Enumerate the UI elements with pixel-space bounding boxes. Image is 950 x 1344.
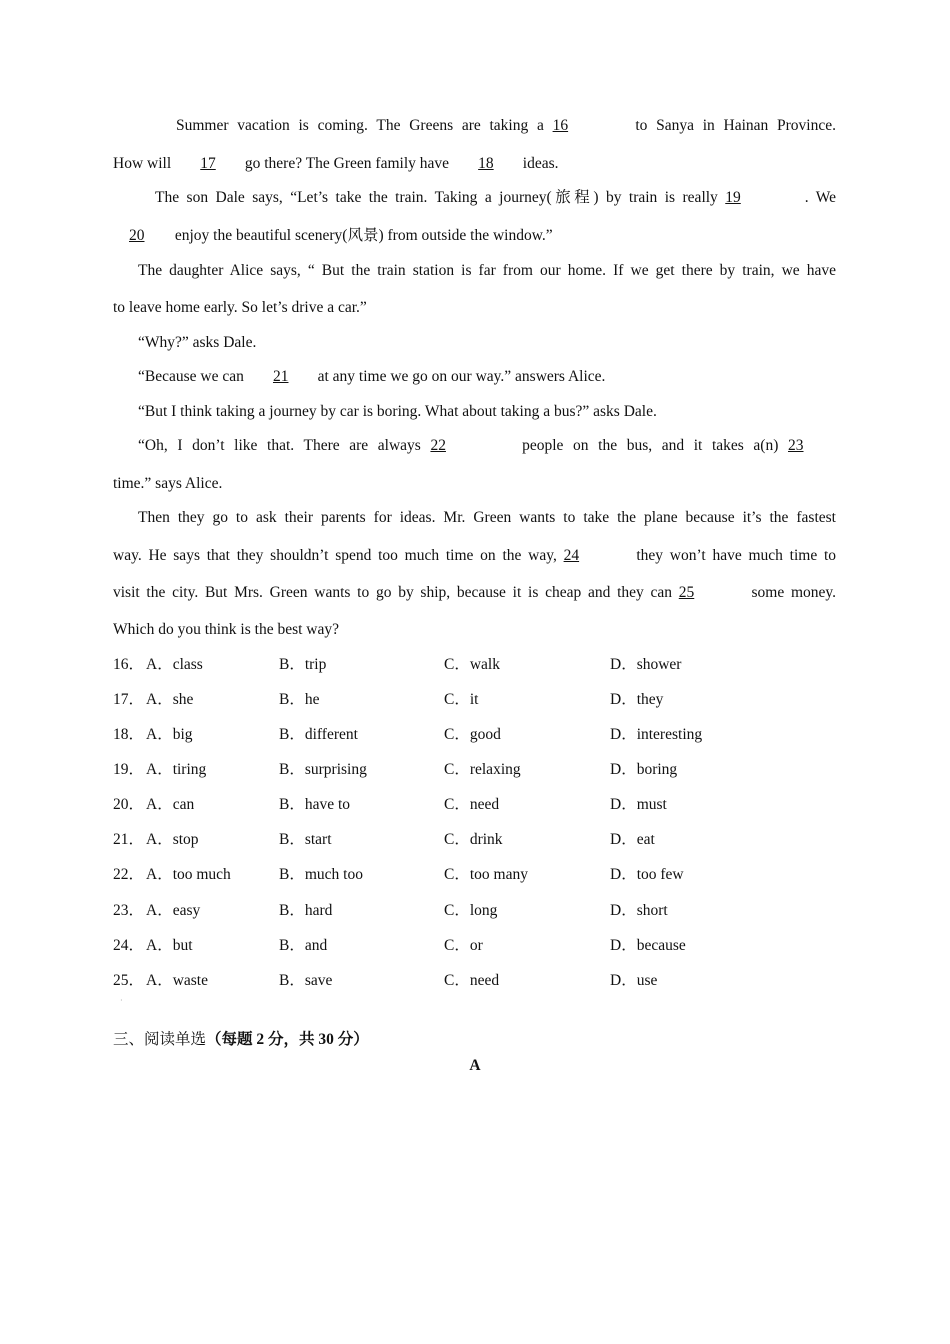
option-c: C．or	[444, 937, 483, 954]
text: “But I think taking a journey by car is boring. What about taking a bus?” asks Dale.	[138, 403, 657, 420]
option-a: A．she	[146, 691, 194, 708]
text: The son Dale says, “Let’s take the train. Taking a journey(旅程) by train is really	[155, 189, 718, 206]
option-b: B．and	[279, 937, 328, 954]
option-c: C．drink	[444, 831, 503, 848]
passage-line	[176, 116, 836, 136]
option-c: C．need	[444, 796, 500, 813]
passage-line	[113, 474, 222, 494]
text: Then they go to ask their parents for ideas. Mr. Green wants to take the plane because it’s the fastest	[138, 509, 836, 526]
text: The daughter Alice says, “ But the train station is far from our home. If we get there by train, we have	[138, 262, 836, 279]
text: time.” says Alice.	[113, 475, 223, 492]
option-b: B．he	[279, 691, 320, 708]
question-20-options	[113, 795, 813, 815]
blank-17: 17	[200, 155, 216, 172]
option-c: C．too many	[444, 866, 528, 883]
question-number: 18．	[113, 726, 145, 743]
question-number: 19．	[113, 761, 145, 778]
question-number: 17．	[113, 691, 145, 708]
text: ideas.	[522, 155, 559, 172]
option-c: C．good	[444, 726, 501, 743]
section-score-note: （每题 2 分，共 30 分）	[206, 1031, 369, 1048]
passage-label: A	[469, 1057, 481, 1074]
text: to leave home early. So let’s drive a car.”	[113, 299, 367, 316]
blank-16: 16	[552, 117, 569, 134]
section-title: 三、阅读单选	[113, 1031, 207, 1048]
question-number: 22．	[113, 866, 145, 883]
option-b: B．save	[279, 972, 333, 989]
passage-line	[138, 402, 657, 422]
question-19-options	[113, 760, 813, 780]
paragraph-mark: ·	[120, 996, 123, 1005]
passage-line	[113, 298, 367, 318]
option-d: D．because	[610, 937, 686, 954]
section-heading	[113, 1030, 369, 1050]
text: to Sanya in Hainan Province.	[635, 117, 836, 134]
blank-18: 18	[478, 155, 494, 172]
question-number: 20．	[113, 796, 145, 813]
option-b: B．different	[279, 726, 358, 743]
option-d: D．interesting	[610, 726, 703, 743]
text: . We	[804, 189, 837, 206]
option-c: C．long	[444, 902, 498, 919]
text: Summer vacation is coming. The Greens are taking a	[176, 117, 544, 134]
text: go there? The Green family have	[244, 155, 450, 172]
option-a: A．but	[146, 937, 193, 954]
option-c: C．need	[444, 972, 500, 989]
question-number: 16．	[113, 656, 145, 673]
option-b: B．start	[279, 831, 332, 848]
text: “Because we can	[138, 368, 244, 385]
option-b: B．surprising	[279, 761, 367, 778]
option-d: D．shower	[610, 656, 682, 673]
text: “Oh, I don’t like that. There are always	[138, 437, 421, 454]
blank-21: 21	[272, 368, 289, 385]
option-a: A．can	[146, 796, 195, 813]
blank-22: 22	[430, 437, 446, 454]
option-d: D．short	[610, 902, 668, 919]
option-b: B．hard	[279, 902, 333, 919]
question-17-options	[113, 690, 813, 710]
option-d: D．eat	[610, 831, 655, 848]
option-a: A．too much	[146, 866, 231, 883]
option-b: B．have to	[279, 796, 351, 813]
passage-line	[138, 508, 836, 528]
option-a: A．waste	[146, 972, 208, 989]
text: Which do you think is the best way?	[113, 621, 339, 638]
option-a: A．class	[146, 656, 203, 673]
question-18-options	[113, 725, 813, 745]
text: at any time we go on our way.” answers Alice.	[317, 368, 606, 385]
question-number: 23．	[113, 902, 145, 919]
option-c: C．it	[444, 691, 479, 708]
option-c: C．relaxing	[444, 761, 521, 778]
blank-20: 20	[129, 227, 145, 244]
option-a: A．big	[146, 726, 193, 743]
passage-line	[138, 333, 256, 353]
text: people on the bus, and it takes a(n)	[522, 437, 779, 454]
option-a: A．stop	[146, 831, 199, 848]
passage-line	[129, 226, 553, 246]
option-d: D．too few	[610, 866, 684, 883]
blank-19: 19	[725, 189, 741, 206]
option-d: D．they	[610, 691, 664, 708]
passage-line	[113, 546, 836, 566]
text: visit the city. But Mrs. Green wants to go by ship, because it is cheap and they can	[113, 584, 673, 601]
question-16-options	[113, 655, 813, 675]
question-number: 25．	[113, 972, 145, 989]
option-d: D．boring	[610, 761, 678, 778]
passage-line	[138, 436, 856, 456]
passage-line	[155, 188, 836, 208]
text: some money.	[751, 584, 837, 601]
question-25-options	[113, 971, 813, 991]
option-a: A．easy	[146, 902, 201, 919]
blank-24: 24	[563, 547, 580, 564]
text: way. He says that they shouldn’t spend too much time on the way,	[113, 547, 557, 564]
blank-25: 25	[678, 584, 695, 601]
option-d: D．use	[610, 972, 658, 989]
text: enjoy the beautiful scenery(风景) from outside the window.”	[174, 227, 553, 244]
passage-line	[138, 261, 836, 281]
question-number: 24．	[113, 937, 145, 954]
text: “Why?” asks Dale.	[138, 334, 257, 351]
option-c: C．walk	[444, 656, 500, 673]
question-number: 21．	[113, 831, 145, 848]
question-23-options	[113, 901, 813, 921]
option-b: B．trip	[279, 656, 327, 673]
question-21-options	[113, 830, 813, 850]
passage-line	[113, 620, 339, 640]
blank-23: 23	[788, 437, 804, 454]
text: How will	[113, 155, 172, 172]
question-24-options	[113, 936, 813, 956]
question-22-options	[113, 865, 813, 885]
option-b: B．much too	[279, 866, 363, 883]
option-a: A．tiring	[146, 761, 207, 778]
passage-line	[138, 367, 605, 387]
passage-line	[113, 583, 836, 603]
text: they won’t have much time to	[636, 547, 837, 564]
option-d: D．must	[610, 796, 667, 813]
passage-line	[113, 154, 559, 174]
